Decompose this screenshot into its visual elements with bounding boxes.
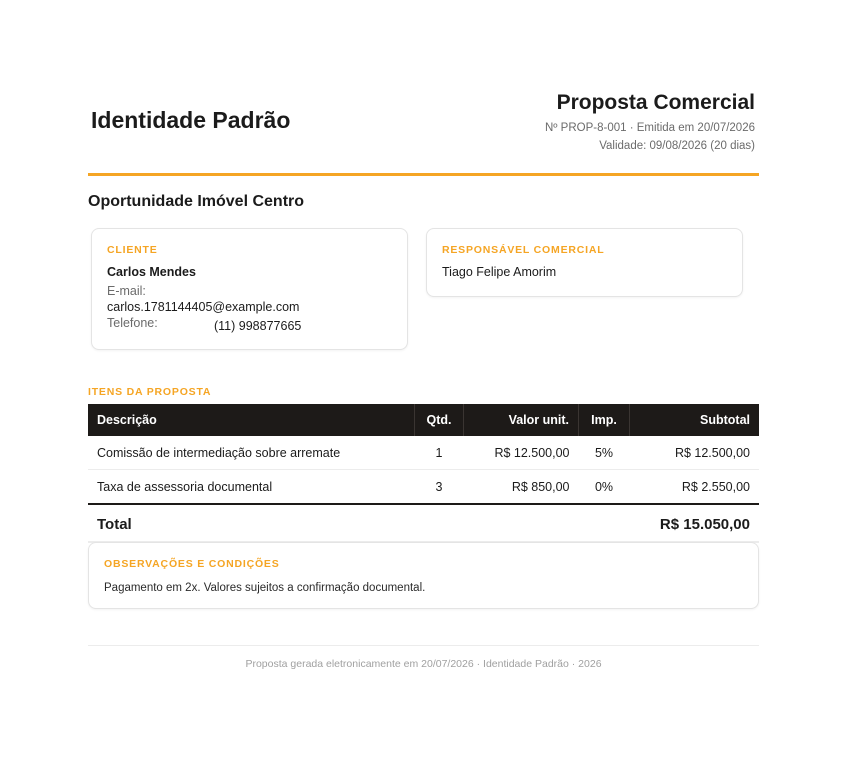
total-label: Total bbox=[97, 516, 132, 533]
item-unit-price: R$ 850,00 bbox=[464, 470, 579, 505]
responsible-name: Tiago Felipe Amorim bbox=[442, 265, 557, 279]
column-header-description: Descrição bbox=[88, 404, 415, 436]
item-quantity: 3 bbox=[415, 470, 464, 505]
proposal-number-date: Nº PROP-8-001 · Emitida em 20/07/2026 bbox=[544, 122, 755, 134]
total-row bbox=[88, 505, 759, 543]
item-tax: 5% bbox=[579, 436, 630, 470]
items-header-row bbox=[88, 404, 759, 436]
table-row bbox=[88, 470, 759, 505]
table-row bbox=[88, 436, 759, 470]
document-header bbox=[88, 0, 759, 176]
items-table bbox=[88, 404, 759, 505]
client-phone: (11) 998877665 bbox=[214, 319, 302, 333]
client-email-label: E-mail: bbox=[107, 284, 146, 298]
item-unit-price: R$ 12.500,00 bbox=[464, 436, 579, 470]
footer-divider bbox=[88, 645, 759, 646]
observations-text: Pagamento em 2x. Valores sujeitos a confirmação documental. bbox=[104, 582, 426, 594]
column-header-unit-price: Valor unit. bbox=[464, 404, 579, 436]
client-phone-label: Telefone: bbox=[107, 316, 158, 330]
proposal-document bbox=[88, 0, 759, 670]
brand-name: Identidade Padrão bbox=[91, 107, 291, 133]
client-email: carlos.1781144405@example.com bbox=[107, 300, 300, 314]
column-header-quantity: Qtd. bbox=[415, 404, 464, 436]
client-card bbox=[91, 228, 408, 350]
total-value: R$ 15.050,00 bbox=[659, 516, 750, 533]
footer-text: Proposta gerada eletronicamente em 20/07/2026 · Identidade Padrão · 2026 bbox=[245, 658, 602, 670]
item-description: Comissão de intermediação sobre arremate bbox=[88, 436, 415, 470]
responsible-card-label: RESPONSÁVEL COMERCIAL bbox=[442, 244, 605, 256]
proposal-validity: Validade: 09/08/2026 (20 dias) bbox=[599, 140, 755, 152]
items-section-title: ITENS DA PROPOSTA bbox=[88, 386, 212, 398]
client-card-label: CLIENTE bbox=[107, 244, 158, 256]
document-heading bbox=[545, 90, 755, 155]
item-subtotal: R$ 2.550,00 bbox=[630, 470, 760, 505]
client-name: Carlos Mendes bbox=[107, 265, 196, 279]
item-description: Taxa de assessoria documental bbox=[88, 470, 415, 505]
column-header-subtotal: Subtotal bbox=[630, 404, 760, 436]
opportunity-title: Oportunidade Imóvel Centro bbox=[88, 193, 305, 210]
observations-card bbox=[88, 542, 759, 609]
document-title: Proposta Comercial bbox=[556, 91, 755, 114]
item-tax: 0% bbox=[579, 470, 630, 505]
item-subtotal: R$ 12.500,00 bbox=[630, 436, 760, 470]
responsible-card bbox=[426, 228, 743, 297]
column-header-tax: Imp. bbox=[579, 404, 630, 436]
item-quantity: 1 bbox=[415, 436, 464, 470]
observations-label: OBSERVAÇÕES E CONDIÇÕES bbox=[104, 558, 280, 570]
